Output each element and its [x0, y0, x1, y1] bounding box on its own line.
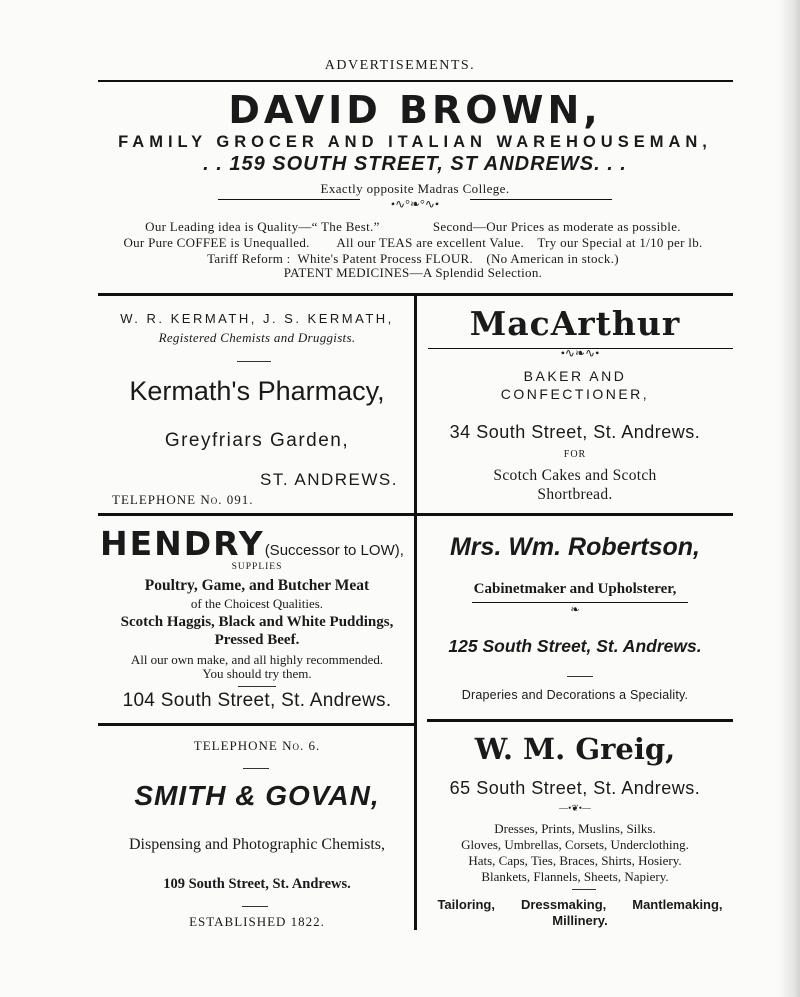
greig-address: 65 South Street, St. Andrews. — [449, 778, 701, 798]
greig-short-rule — [572, 889, 596, 890]
greig-ornament: —•❦•— — [559, 803, 591, 813]
hendry-line-6: You should try them. — [202, 666, 312, 681]
macarthur-goods-2: Shortbread. — [537, 486, 613, 503]
macarthur-for: FOR — [563, 449, 587, 460]
right-rule-1 — [417, 513, 733, 516]
david-brown-opposite: Exactly opposite Madras College. — [320, 181, 510, 196]
macarthur-address: 34 South Street, St. Andrews. — [449, 422, 701, 442]
david-brown-line-2: Our Pure COFFEE is Unequalled. All our TEAS are excellent Value. Try our Special at 1/10 per lb. — [123, 235, 703, 250]
macarthur-ornament: •∿❧∿• — [560, 346, 600, 360]
kermath-street: Greyfriars Garden, — [164, 430, 350, 451]
smith-govan-name: SMITH & GOVAN, — [134, 780, 380, 811]
left-rule-2 — [98, 723, 414, 726]
smith-govan-address: 109 South Street, St. Andrews. — [163, 876, 351, 892]
kermath-town: ST. ANDREWS. — [260, 470, 398, 489]
hendry-line-3: Scotch Haggis, Black and White Puddings, — [120, 614, 394, 630]
david-brown-trade: FAMILY GROCER AND ITALIAN WAREHOUSEMAN, — [118, 133, 712, 151]
hendry-name-line — [100, 524, 404, 563]
greig-line-2: Gloves, Umbrellas, Corsets, Underclothing. — [461, 837, 689, 852]
david-brown-name: DAVID BROWN, — [228, 88, 602, 132]
hendry-supplies: SUPPLIES — [231, 562, 283, 572]
greig-line-4: Blankets, Flannels, Sheets, Napiery. — [481, 869, 669, 884]
greig-line-1: Dresses, Prints, Muslins, Silks. — [494, 821, 656, 836]
hendry-name: HENDRY — [100, 524, 265, 563]
right-rule-2 — [427, 719, 733, 722]
page-header: ADVERTISEMENTS. — [324, 58, 476, 73]
kermath-owners: W. R. KERMATH, J. S. KERMATH, — [120, 311, 394, 326]
top-rule — [98, 80, 733, 82]
robertson-ornament: ❧ — [570, 604, 580, 616]
smith-govan-trade: Dispensing and Photographic Chemists, — [129, 836, 385, 853]
hendry-short-rule — [238, 686, 276, 687]
kermath-short-rule — [237, 361, 271, 362]
greig-services-2: Millinery. — [552, 913, 608, 928]
smith-govan-established: ESTABLISHED 1822. — [189, 914, 325, 929]
macarthur-name: MacArthur — [469, 304, 681, 343]
macarthur-trade-1: BAKER AND — [523, 368, 627, 384]
hendry-address: 104 South Street, St. Andrews. — [122, 690, 392, 711]
robertson-speciality: Draperies and Decorations a Speciality. — [461, 688, 689, 702]
hendry-line-2: of the Choicest Qualities. — [190, 596, 324, 611]
david-brown-line-1: Our Leading idea is Quality—“ The Best.” Second—Our Prices as moderate as possible. — [145, 219, 681, 234]
hendry-line-5: All our own make, and all highly recommended. — [130, 652, 384, 667]
kermath-registered: Registered Chemists and Druggists. — [158, 330, 356, 345]
robertson-short-rule — [567, 676, 593, 677]
macarthur-trade-2: CONFECTIONER, — [500, 386, 650, 402]
robertson-name: Mrs. Wm. Robertson, — [449, 533, 700, 561]
hendry-successor: (Successor to LOW), — [264, 542, 404, 559]
david-brown-line-3: Tariff Reform : White's Patent Process FLOUR. (No American in stock.) — [207, 251, 619, 266]
macarthur-goods-1: Scotch Cakes and Scotch — [493, 467, 657, 484]
kermath-pharmacy-name: Kermath's Pharmacy, — [129, 376, 385, 406]
smith-govan-short-rule-1 — [243, 768, 269, 769]
hendry-line-4: Pressed Beef. — [214, 632, 300, 648]
robertson-address: 125 South Street, St. Andrews. — [448, 636, 702, 656]
kermath-telephone: TELEPHONE No. 091. — [112, 492, 254, 507]
greig-line-3: Hats, Caps, Ties, Braces, Shirts, Hosiery. — [468, 853, 682, 868]
david-brown-line-4: PATENT MEDICINES—A Splendid Selection. — [283, 265, 543, 280]
david-brown-ornament: •∿°❧°∿• — [360, 197, 470, 212]
greig-name: W. M. Greig, — [474, 732, 676, 766]
hendry-line-1: Poultry, Game, and Butcher Meat — [144, 577, 370, 594]
robertson-trade: Cabinetmaker and Upholsterer, — [473, 581, 677, 597]
smith-govan-short-rule-2 — [242, 906, 268, 907]
smith-govan-telephone: TELEPHONE No. 6. — [193, 738, 321, 753]
left-rule-1 — [98, 513, 414, 516]
david-brown-address: . . 159 SOUTH STREET, ST ANDREWS. . . — [203, 153, 627, 175]
greig-services-1: Tailoring, Dressmaking, Mantlemaking, — [437, 897, 723, 912]
